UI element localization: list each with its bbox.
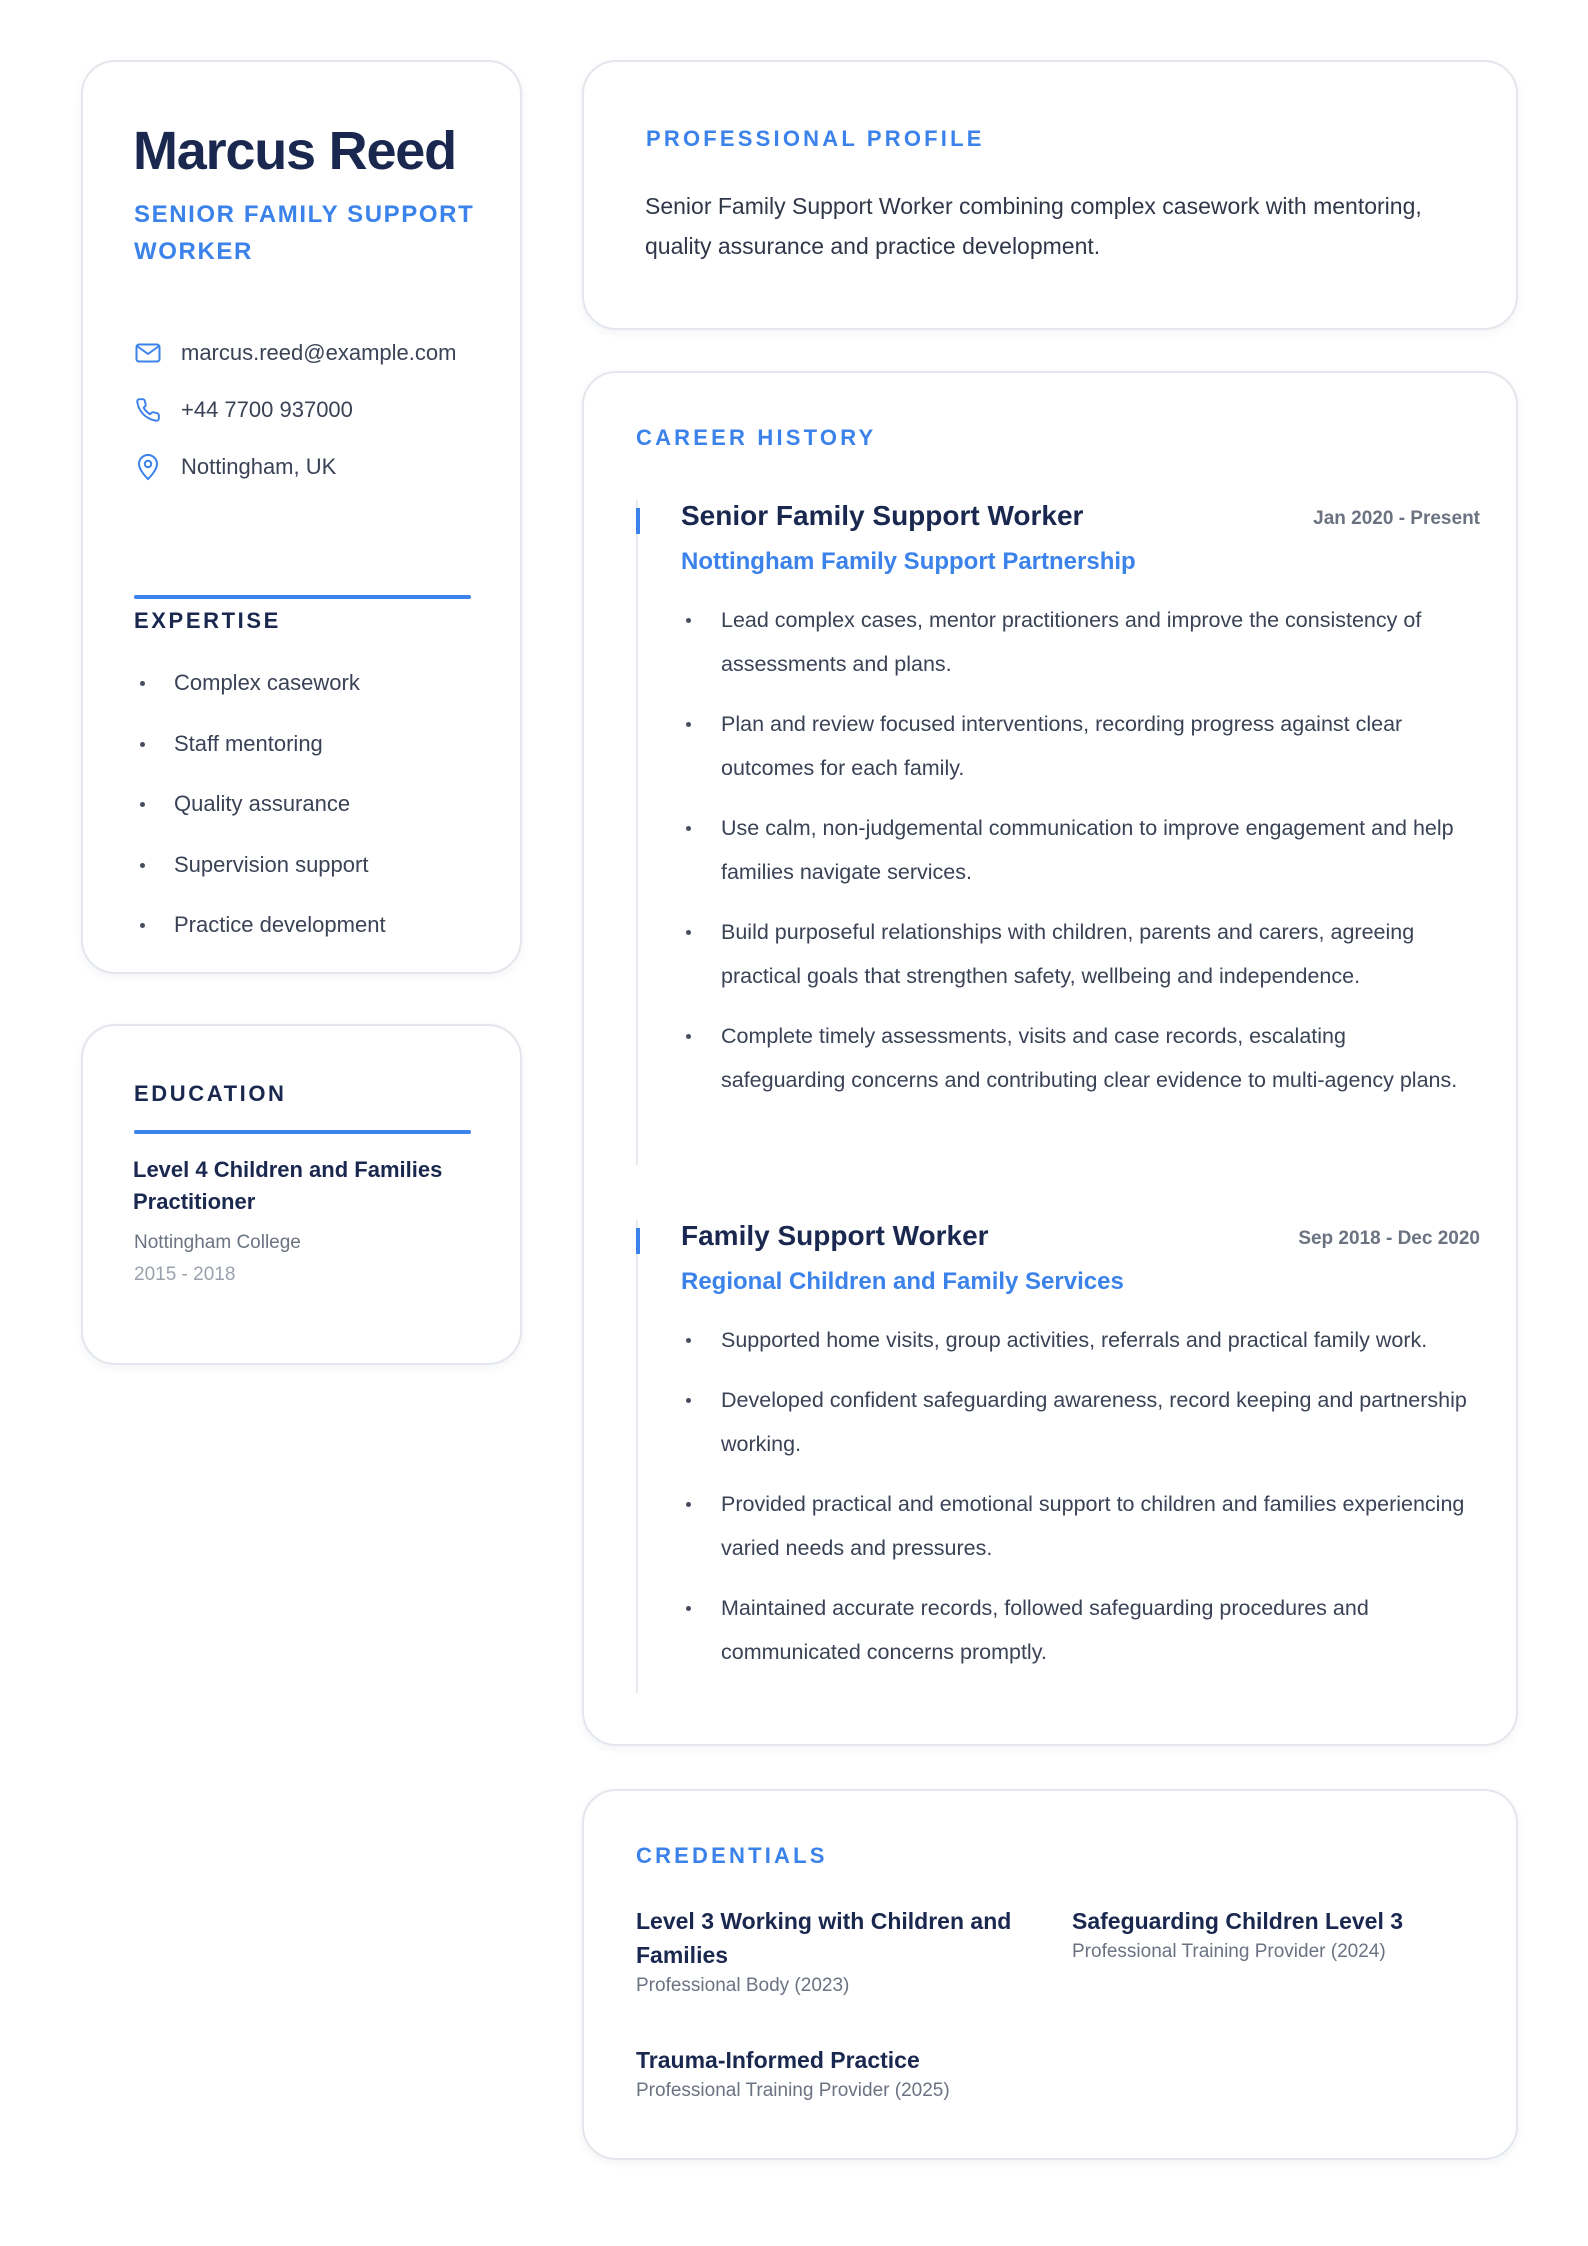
mail-icon xyxy=(133,338,163,368)
job-bullet: Supported home visits, group activities, referrals and practical family work. xyxy=(681,1318,1471,1362)
job-bullet: Complete timely assessments, visits and case records, escalating safeguarding concerns and contributing clear evidence to multi-agency plans. xyxy=(681,1014,1471,1102)
job-bullet: Build purposeful relationships with children, parents and carers, agreeing practical goals that strengthen safety, wellbeing and independence. xyxy=(681,910,1471,998)
job-bullet: Use calm, non-judgemental communication to improve engagement and help families navigate services. xyxy=(681,806,1471,894)
job-bullets xyxy=(681,1318,1471,1690)
expertise-item: Complex casework xyxy=(134,669,386,730)
job-bullet: Developed confident safeguarding awareness, record keeping and partnership working. xyxy=(681,1378,1471,1466)
profile-card xyxy=(81,60,522,974)
contact-phone-text: +44 7700 937000 xyxy=(181,396,353,422)
phone-icon xyxy=(133,395,163,425)
job-bullet: Lead complex cases, mentor practitioners and improve the consistency of assessments and plans. xyxy=(681,598,1471,686)
certifications-heading: CREDENTIALS xyxy=(636,1843,828,1868)
bullet-icon xyxy=(140,742,145,747)
education-divider xyxy=(134,1130,471,1134)
experience-card xyxy=(582,371,1518,1746)
contact-list xyxy=(133,324,456,495)
summary-text: Senior Family Support Worker combining complex casework with mentoring, quality assurance and practice development. xyxy=(645,193,1422,259)
location-pin-icon xyxy=(133,452,163,482)
certification-name: Safeguarding Children Level 3 xyxy=(1072,1908,1404,1934)
certification-name: Level 3 Working with Children and Families xyxy=(636,1908,1012,1968)
bullet-icon xyxy=(686,722,691,727)
education-card xyxy=(81,1024,522,1365)
summary-heading: PROFESSIONAL PROFILE xyxy=(646,126,985,151)
bullet-icon xyxy=(686,1398,691,1403)
contact-email[interactable] xyxy=(133,324,456,381)
certification-item xyxy=(1072,1904,1472,1963)
expertise-item: Staff mentoring xyxy=(134,730,386,791)
certification-meta: Professional Training Provider (2024) xyxy=(1072,1941,1386,1962)
bullet-icon xyxy=(140,863,145,868)
job-company: Nottingham Family Support Partnership xyxy=(681,548,1136,575)
expertise-list xyxy=(134,669,386,972)
job-accent-bar xyxy=(636,1228,640,1254)
job-bullet: Plan and review focused interventions, recording progress against clear outcomes for each family. xyxy=(681,702,1471,790)
education-degree: Level 4 Children and Families Practitioner xyxy=(133,1157,443,1214)
bullet-icon xyxy=(140,681,145,686)
bullet-icon xyxy=(686,1034,691,1039)
expertise-item: Quality assurance xyxy=(134,790,386,851)
candidate-name: Marcus Reed xyxy=(133,121,456,181)
education-school: Nottingham College xyxy=(134,1232,301,1253)
contact-email-text: marcus.reed@example.com xyxy=(181,339,457,365)
bullet-icon xyxy=(686,930,691,935)
expertise-item: Supervision support xyxy=(134,851,386,912)
expertise-item: Practice development xyxy=(134,911,386,972)
contact-phone[interactable] xyxy=(133,381,456,438)
certification-item xyxy=(636,1904,1046,1997)
bullet-icon xyxy=(686,1338,691,1343)
candidate-title: SENIOR FAMILY SUPPORT WORKER xyxy=(134,201,475,265)
job-dates: Sep 2018 - Dec 2020 xyxy=(1298,1228,1480,1249)
contact-location-text: Nottingham, UK xyxy=(181,453,337,479)
education-years: 2015 - 2018 xyxy=(134,1264,236,1285)
bullet-icon xyxy=(686,618,691,623)
bullet-icon xyxy=(140,802,145,807)
job-entry xyxy=(636,1220,1480,1693)
certifications-card xyxy=(582,1789,1518,2160)
certification-meta: Professional Body (2023) xyxy=(636,1975,850,1996)
job-company: Regional Children and Family Services xyxy=(681,1268,1124,1295)
job-dates: Jan 2020 - Present xyxy=(1313,508,1480,529)
job-accent-bar xyxy=(636,508,640,534)
job-entry xyxy=(636,500,1480,1165)
job-title: Family Support Worker xyxy=(681,1220,989,1251)
summary-card xyxy=(582,60,1518,330)
job-bullet: Provided practical and emotional support to children and families experiencing varied needs and pressures. xyxy=(681,1482,1471,1570)
job-bullet: Maintained accurate records, followed safeguarding procedures and communicated concerns promptly. xyxy=(681,1586,1471,1674)
job-bullets xyxy=(681,598,1471,1118)
bullet-icon xyxy=(686,1606,691,1611)
expertise-divider xyxy=(134,595,471,599)
contact-location xyxy=(133,438,456,495)
certification-meta: Professional Training Provider (2025) xyxy=(636,2080,950,2101)
education-heading: EDUCATION xyxy=(134,1081,287,1106)
bullet-icon xyxy=(686,1502,691,1507)
job-title: Senior Family Support Worker xyxy=(681,500,1084,531)
bullet-icon xyxy=(686,826,691,831)
bullet-icon xyxy=(140,923,145,928)
certification-name: Trauma-Informed Practice xyxy=(636,2047,920,2073)
experience-heading: CAREER HISTORY xyxy=(636,425,877,450)
certification-item xyxy=(636,2043,1046,2102)
expertise-heading: EXPERTISE xyxy=(134,608,281,633)
